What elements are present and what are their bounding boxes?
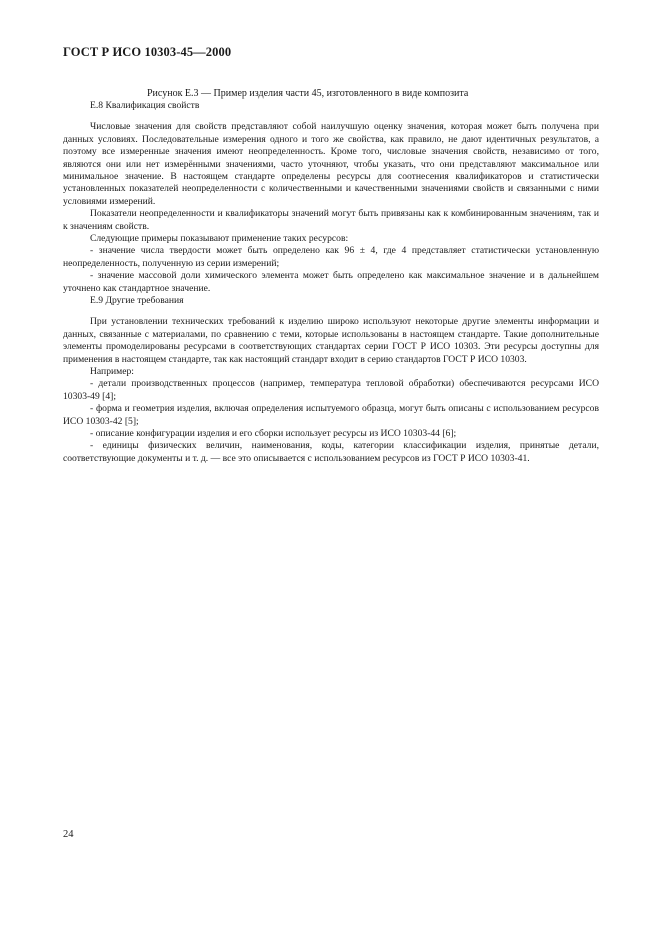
- section-e8-heading: Е.8 Квалификация свойств: [90, 100, 200, 111]
- figure-caption: Рисунок Е.3 — Пример изделия части 45, изготовленного в виде композита: [147, 88, 469, 99]
- list-item: - детали производственных процессов (например, температура тепловой обработки) обеспечиваются ресурсами ИСО 10303-49 [4];: [63, 378, 599, 402]
- page-number: 24: [63, 829, 74, 840]
- list-item: - значение массовой доли химического элемента может быть определено как максимальное значение и в дальнейшем уточнено как стандартное значение.: [63, 270, 599, 294]
- list-item: - описание конфигурации изделия и его сборки использует ресурсы из ИСО 10303-44 [6];: [90, 428, 457, 440]
- paragraph: Показатели неопределенности и квалификаторы значений могут быть привязаны как к комбинированным значениям, так и к значениям свойств.: [63, 208, 599, 232]
- section-e9: [63, 295, 599, 465]
- paragraph: Следующие примеры показывают применение таких ресурсов:: [90, 233, 349, 245]
- section-e9-heading: Е.9 Другие требования: [90, 295, 184, 306]
- list-item: - форма и геометрия изделия, включая определения испытуемого образца, могут быть описаны с использованием ресурсов ИСО 10303-42 [5];: [63, 403, 599, 427]
- list-item: - значение числа твердости может быть определено как 96 ± 4, где 4 представляет статистически установленную неопределенность, полученную из серии измерений;: [63, 245, 599, 269]
- list-item: - единицы физических величин, наименования, коды, категории классификации изделия, принятые детали, соответствующие документы и т. д. — все это описывается с использованием ресурсов из ГОСТ Р ИСО 10303-41.: [63, 440, 599, 464]
- paragraph: Например:: [90, 366, 134, 378]
- section-e8: [63, 100, 599, 295]
- paragraph: При установлении технических требований к изделию широко используют некоторые другие элементы информации и данных, связанные с материалами, по сравнению с теми, которые использованы в настоящем стандарте. Такие дополнительные элементы промоделированы ресурсами в соответствующих стандартах серии ГОСТ Р ИСО 10303. Эти ресурсы доступны для применения в настоящем стандарте, так как настоящий стандарт входит в серию стандартов ГОСТ Р ИСО 10303.: [63, 316, 599, 365]
- paragraph: Числовые значения для свойств представляют собой наилучшую оценку значения, которая может быть получена при данных условиях. Последовательные измерения одного и того же свойства, как правило, не дают идентичных результатов, а поэтому все измеренные значения имеют неопределенность. Кроме того, числовые значения свойств, независимо от того, являются они или нет измерёнными значениями, часто уточняют, чтобы указать, что они представляют максимальное или минимальное значение. В настоящем стандарте определены ресурсы для соотнесения квалификаторов и статистически установленных показателей неопределенности с количественными и качественными значениями свойств и связанными с ними условиями измерений.: [63, 121, 599, 207]
- document-header: ГОСТ Р ИСО 10303-45—2000: [63, 45, 232, 59]
